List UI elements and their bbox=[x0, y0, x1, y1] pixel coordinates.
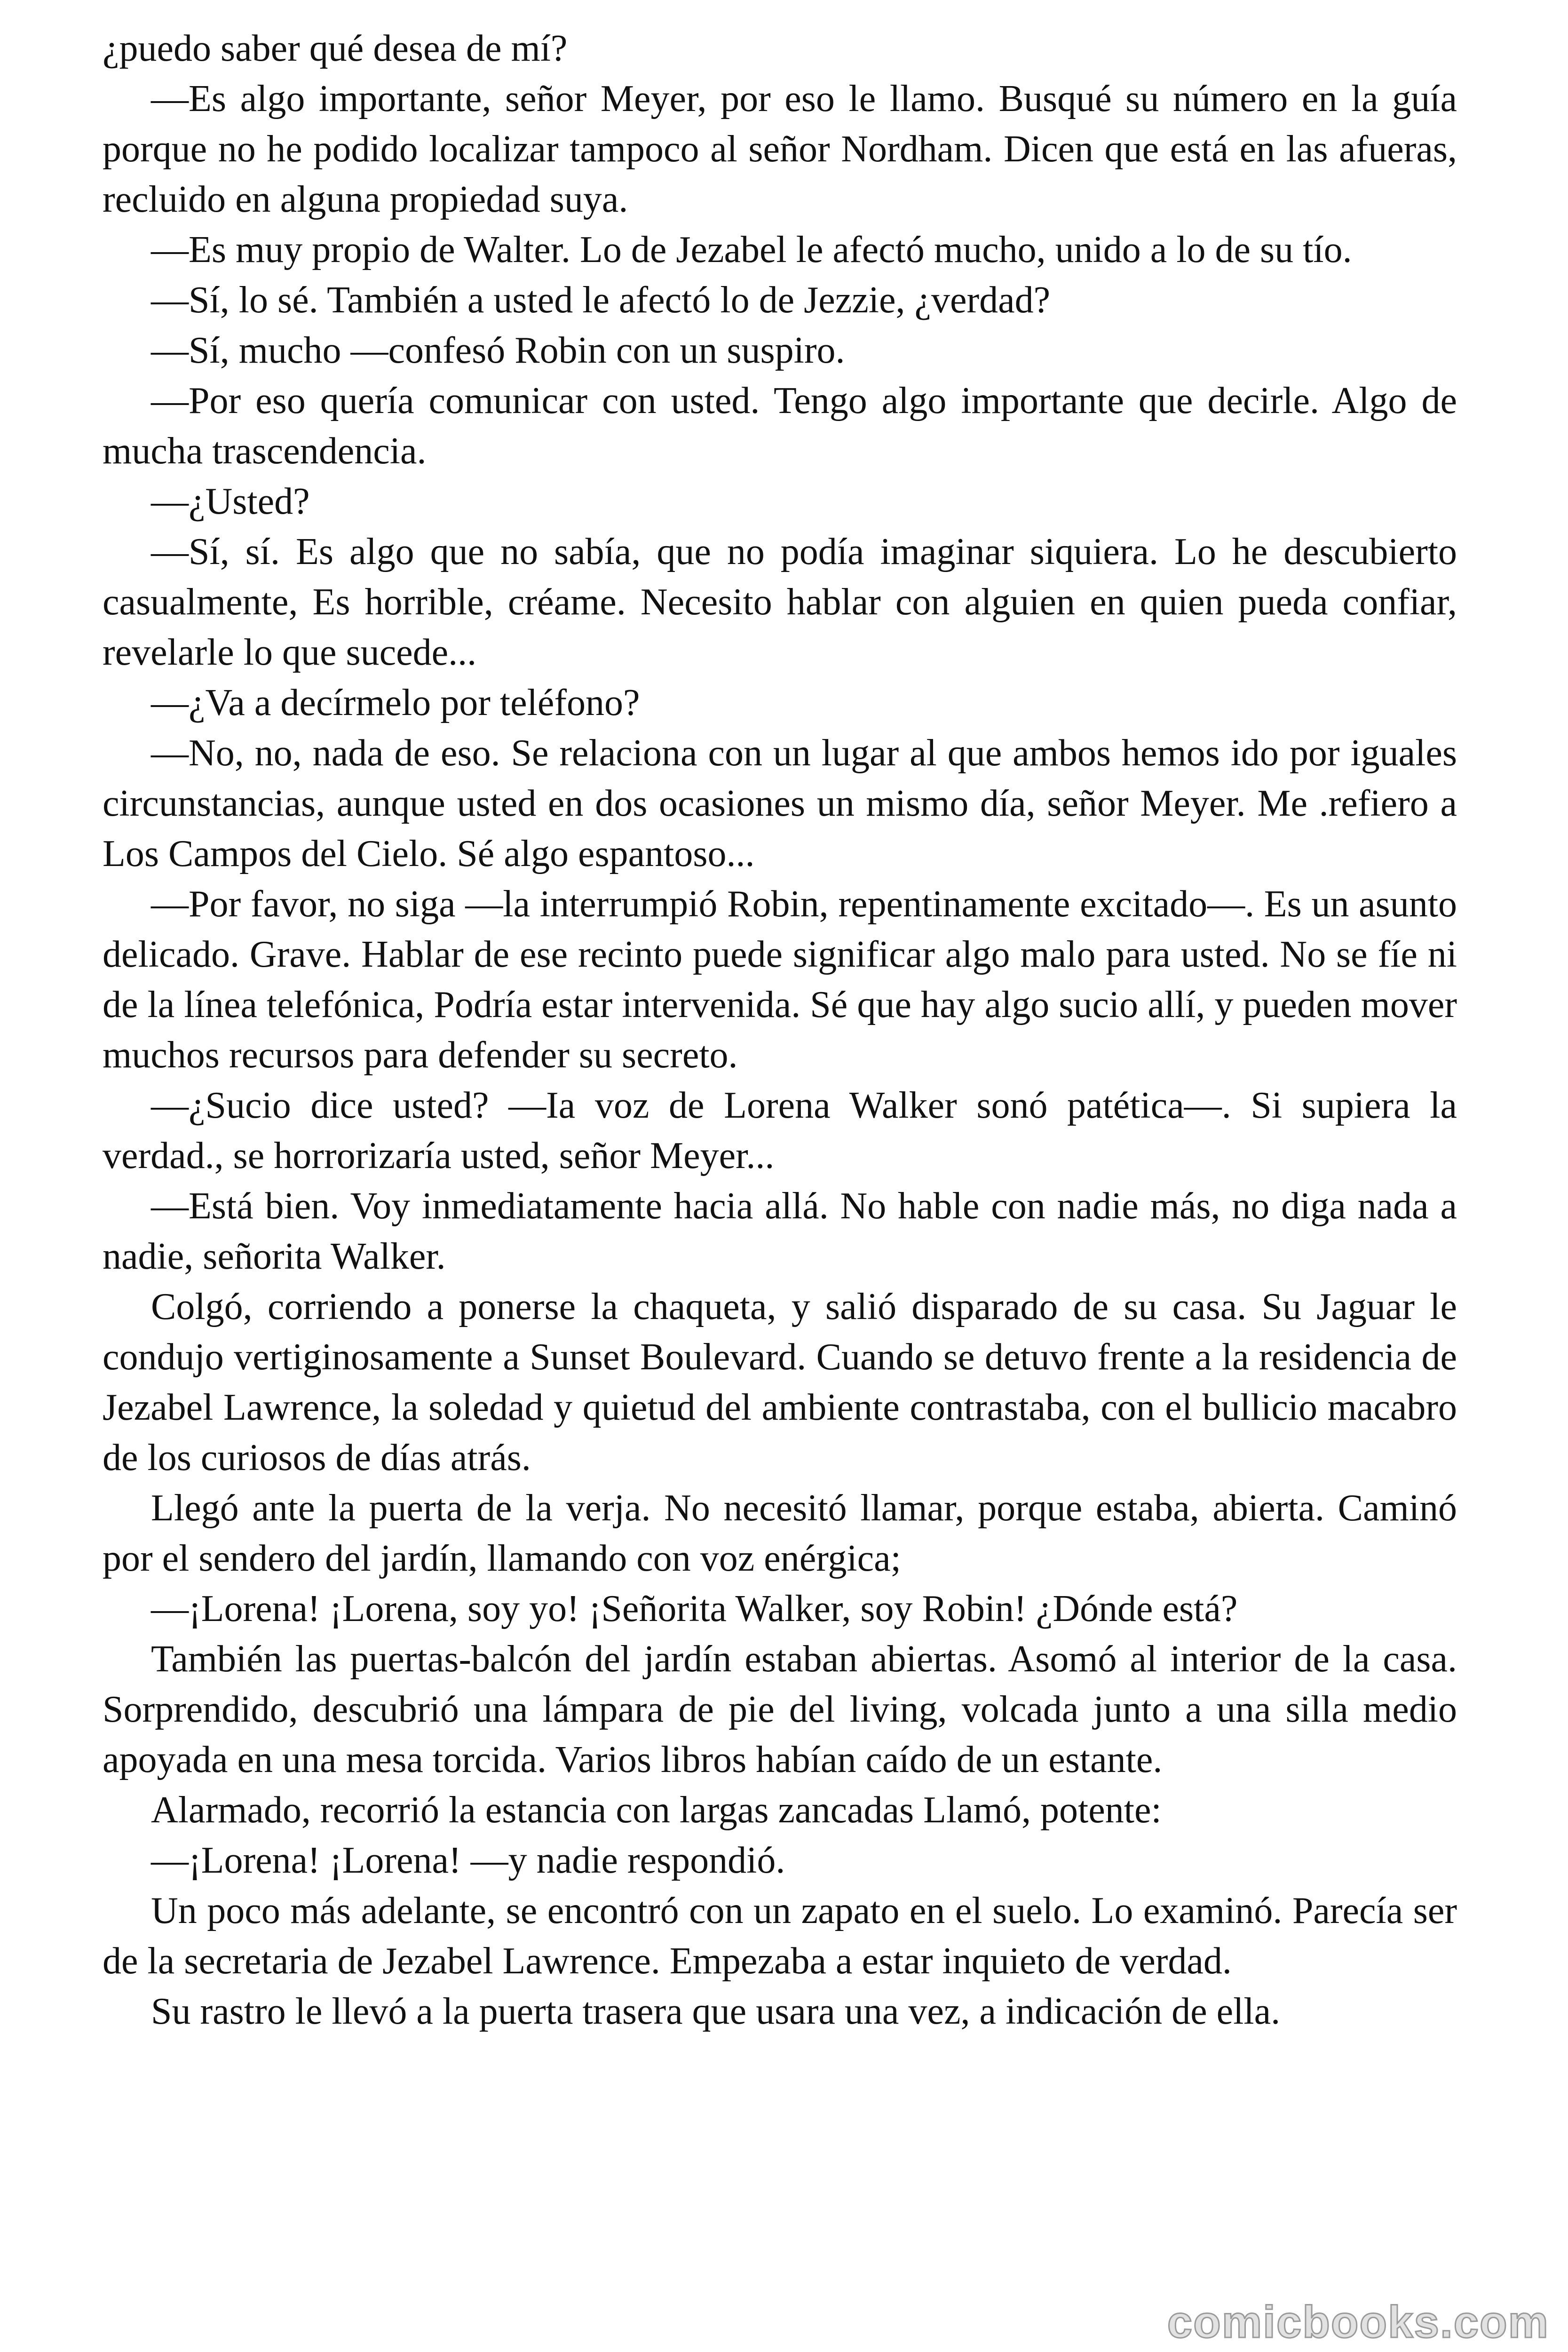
book-page-text bbox=[103, 24, 1457, 2037]
paragraph-5: —Sí, mucho —confesó Robin con un suspiro. bbox=[151, 330, 845, 371]
paragraph-21: Su rastro le llevó a la puerta trasera que usara una vez, a indicación de ella. bbox=[151, 1991, 1281, 2032]
paragraph-8: —Sí, sí. Es algo que no sabía, que no podía imaginar siquiera. Lo he descubierto casualmente, Es horrible, créame. Necesito hablar con alguien en quien pueda confiar, revelarle lo que sucede... bbox=[103, 531, 1457, 673]
paragraph-9: —¿Va a decírmelo por teléfono? bbox=[151, 682, 640, 723]
paragraph-10: —No, no, nada de eso. Se relaciona con un lugar al que ambos hemos ido por iguales circunstancias, aunque usted en dos ocasiones un mismo día, señor Meyer. Me .refiero a Los Campos del Cielo. Sé algo espantoso... bbox=[103, 732, 1457, 874]
paragraph-11: —Por favor, no siga —la interrumpió Robin, repentinamente excitado—. Es un asunto delicado. Grave. Hablar de ese recinto puede significar algo malo para usted. No se fíe ni de la línea telefónica, Podría estar intervenida. Sé que hay algo sucio allí, y pueden mover muchos recursos para defender su secreto. bbox=[103, 883, 1457, 1076]
paragraph-3: —Es muy propio de Walter. Lo de Jezabel le afectó mucho, unido a lo de su tío. bbox=[151, 229, 1352, 270]
paragraph-1: ¿puedo saber qué desea de mí? bbox=[103, 28, 568, 69]
paragraph-17: También las puertas-balcón del jardín estaban abiertas. Asomó al interior de la casa. Sorprendido, descubrió una lámpara de pie del living, volcada junto a una silla medio apoyada en una mesa torcida. Varios libros habían caído de un estante. bbox=[103, 1638, 1457, 1780]
paragraph-7: —¿Usted? bbox=[151, 481, 310, 522]
paragraph-13: —Está bien. Voy inmediatamente hacia allá. No hable con nadie más, no diga nada a nadie, señorita Walker. bbox=[103, 1185, 1457, 1277]
paragraph-18: Alarmado, recorrió la estancia con largas zancadas Llamó, potente: bbox=[151, 1789, 1162, 1831]
paragraph-6: —Por eso quería comunicar con usted. Tengo algo importante que decirle. Algo de mucha trascendencia. bbox=[103, 380, 1457, 472]
paragraph-19: —¡Lorena! ¡Lorena! —y nadie respondió. bbox=[151, 1840, 785, 1881]
watermark-logo: comicbooks.com bbox=[1167, 2297, 1549, 2347]
paragraph-2: —Es algo importante, señor Meyer, por eso le llamo. Busqué su número en la guía porque no he podido localizar tampoco al señor Nordham. Dicen que está en las afueras, recluido en alguna propiedad suya. bbox=[103, 78, 1457, 220]
paragraph-20: Un poco más adelante, se encontró con un zapato en el suelo. Lo examinó. Parecía ser de la secretaria de Jezabel Lawrence. Empezaba a estar inquieto de verdad. bbox=[103, 1890, 1457, 1982]
paragraph-14: Colgó, corriendo a ponerse la chaqueta, y salió disparado de su casa. Su Jaguar le condujo vertiginosamente a Sunset Boulevard. Cuando se detuvo frente a la residencia de Jezabel Lawrence, la soledad y quietud del ambiente contrastaba, con el bullicio macabro de los curiosos de días atrás. bbox=[103, 1286, 1457, 1478]
paragraph-16: —¡Lorena! ¡Lorena, soy yo! ¡Señorita Walker, soy Robin! ¿Dónde está? bbox=[151, 1588, 1238, 1629]
paragraph-4: —Sí, lo sé. También a usted le afectó lo de Jezzie, ¿verdad? bbox=[151, 279, 1051, 321]
paragraph-12: —¿Sucio dice usted? —Ia voz de Lorena Walker sonó patética—. Si supiera la verdad., se horrorizaría usted, señor Meyer... bbox=[103, 1085, 1457, 1176]
paragraph-15: Llegó ante la puerta de la verja. No necesitó llamar, porque estaba, abierta. Caminó por el sendero del jardín, llamando con voz enérgica; bbox=[103, 1487, 1457, 1579]
